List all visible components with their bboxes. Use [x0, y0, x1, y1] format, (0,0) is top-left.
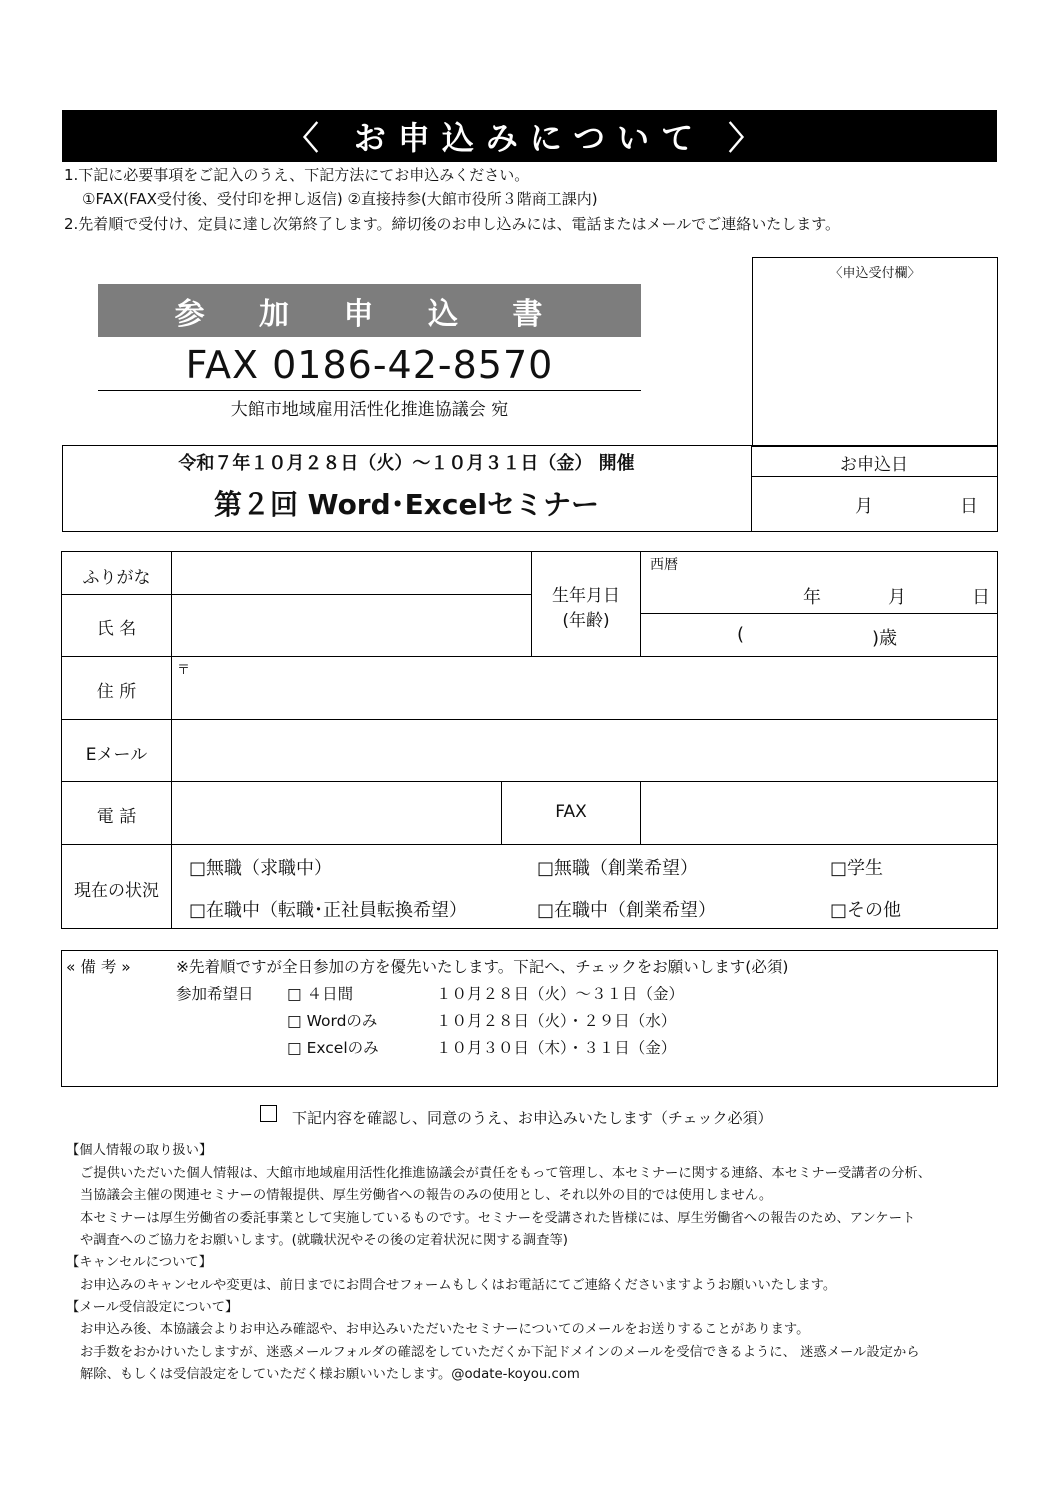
instruction-line-1: 1.下記に必要事項をご記入のうえ、下記方法にてお申込みください。 — [64, 166, 530, 184]
event-title: 第２回 Word･Excelセミナー — [213, 488, 600, 521]
status-option-unemployed-jobseeking[interactable]: □無職（求職中） — [189, 858, 333, 879]
instruction-line-2: ①FAX(FAX受付後、受付印を押し返信) ②直接持参(大館市役所３階商工課内) — [82, 190, 598, 208]
furigana-label: ふりがな — [82, 568, 151, 588]
reception-box — [752, 257, 998, 447]
privacy-line-3: 本セミナーは厚生労働省の委託事業として実施しているものです。セミナーを受講された皆様には、厚生労働省への報告のため、アンケート — [80, 1211, 916, 1226]
privacy-heading: 【個人情報の取り扱い】 — [66, 1143, 213, 1158]
mail-line-3: 解除、もしくは受信設定をしていただく様お願いいたします。@odate-koyou.com — [80, 1367, 580, 1382]
name-input[interactable] — [173, 596, 530, 655]
status-option-employed-startup[interactable]: □在職中（創業希望） — [537, 900, 717, 921]
postal-mark: 〒 — [177, 663, 191, 678]
address-label: 住 所 — [96, 682, 137, 702]
birth-day-unit[interactable]: 日 — [972, 587, 990, 608]
privacy-line-2: 当協議会主催の関連セミナーの情報提供、厚生労働省への報告のみの使用とし、それ以外の目的では使用しません。 — [80, 1188, 773, 1203]
option-excel-checkbox[interactable]: □ Excelのみ — [287, 1039, 379, 1057]
status-option-employed-jobchange[interactable]: □在職中（転職･正社員転換希望） — [189, 900, 468, 921]
mail-line-2: お手数をおかけいたしますが、迷惑メールフォルダの確認をしていただくか下記ドメインのメールを受信できるように、 迷惑メール設定から — [80, 1345, 920, 1360]
section-header: 〈 お申込みについて 〉 — [62, 110, 997, 162]
email-input[interactable] — [173, 721, 995, 780]
address-input[interactable] — [173, 658, 995, 718]
apply-date-day[interactable]: 日 — [960, 496, 978, 517]
mail-line-1: お申込み後、本協議会よりお申込み確認や、お申込みいただいたセミナーについてのメールをお送りすることがあります。 — [80, 1322, 810, 1337]
form-title: 参 加 申 込 書 — [98, 284, 641, 337]
event-date: 令和７年１０月２８日（火）～１０月３１日（金） 開催 — [178, 453, 635, 474]
phone-input[interactable] — [173, 783, 500, 843]
status-option-unemployed-startup[interactable]: □無職（創業希望） — [537, 858, 699, 879]
privacy-line-4: や調査へのご協力をお願いします。(就職状況やその後の定着状況に関する調査等) — [80, 1233, 568, 1248]
fax-input[interactable] — [642, 783, 995, 843]
privacy-line-1: ご提供いただいた個人情報は、大館市地域雇用活性化推進協議会が責任をもって管理し、本セミナーに関する連絡、本セミナー受講者の分析、 — [80, 1166, 931, 1181]
phone-label: 電 話 — [96, 807, 137, 827]
age-suffix[interactable]: )歳 — [872, 628, 898, 649]
option-word-checkbox[interactable]: □ Wordのみ — [287, 1012, 378, 1030]
status-option-other[interactable]: □その他 — [830, 900, 902, 921]
option-4days-checkbox[interactable]: □ ４日間 — [287, 985, 354, 1003]
age-label: (年齢) — [562, 611, 610, 631]
mail-heading: 【メール受信設定について】 — [66, 1300, 239, 1315]
birthdate-label: 生年月日 — [552, 586, 620, 606]
status-option-student[interactable]: □学生 — [830, 858, 884, 879]
remarks-label: « 備 考 » — [66, 958, 131, 976]
furigana-input[interactable] — [173, 553, 530, 593]
birth-year-unit[interactable]: 年 — [803, 587, 821, 608]
addressee: 大館市地域雇用活性化推進協議会 宛 — [230, 400, 509, 420]
apply-date-month[interactable]: 月 — [855, 496, 873, 517]
agreement-checkbox[interactable] — [260, 1105, 277, 1122]
name-label: 氏 名 — [96, 619, 137, 639]
remarks-note: ※先着順ですが全日参加の方を優先いたします。下記へ、チェックをお願いします(必須) — [176, 958, 789, 976]
birth-month-unit[interactable]: 月 — [888, 587, 906, 608]
cancel-heading: 【キャンセルについて】 — [66, 1255, 212, 1270]
seireki-label: 西暦 — [650, 557, 678, 573]
fax-number: FAX 0186-42-8570 — [185, 343, 554, 387]
option-4days-dates: １０月２８日（火）～３１日（金） — [436, 985, 685, 1003]
fax-label: FAX — [555, 802, 587, 822]
option-word-dates: １０月２８日（火）・２９日（水） — [436, 1012, 677, 1030]
apply-date-label: お申込日 — [840, 455, 908, 475]
hope-date-label: 参加希望日 — [176, 985, 254, 1003]
agreement-text: 下記内容を確認し、同意のうえ、お申込みいたします（チェック必須） — [292, 1109, 773, 1127]
age-open-paren: ( — [737, 624, 745, 645]
cancel-line: お申込みのキャンセルや変更は、前日までにお問合せフォームもしくはお電話にてご連絡くださいますようお願いいたします。 — [80, 1278, 837, 1293]
option-excel-dates: １０月３０日（木）・３１日（金） — [436, 1039, 677, 1057]
reception-label: 〈申込受付欄〉 — [829, 266, 921, 281]
status-label: 現在の状況 — [74, 881, 159, 901]
instruction-line-3: 2.先着順で受付け、定員に達し次第終了します。締切後のお申し込みには、電話またはメールでご連絡いたします。 — [64, 215, 841, 233]
email-label: Eメール — [85, 745, 148, 765]
divider — [98, 390, 641, 391]
